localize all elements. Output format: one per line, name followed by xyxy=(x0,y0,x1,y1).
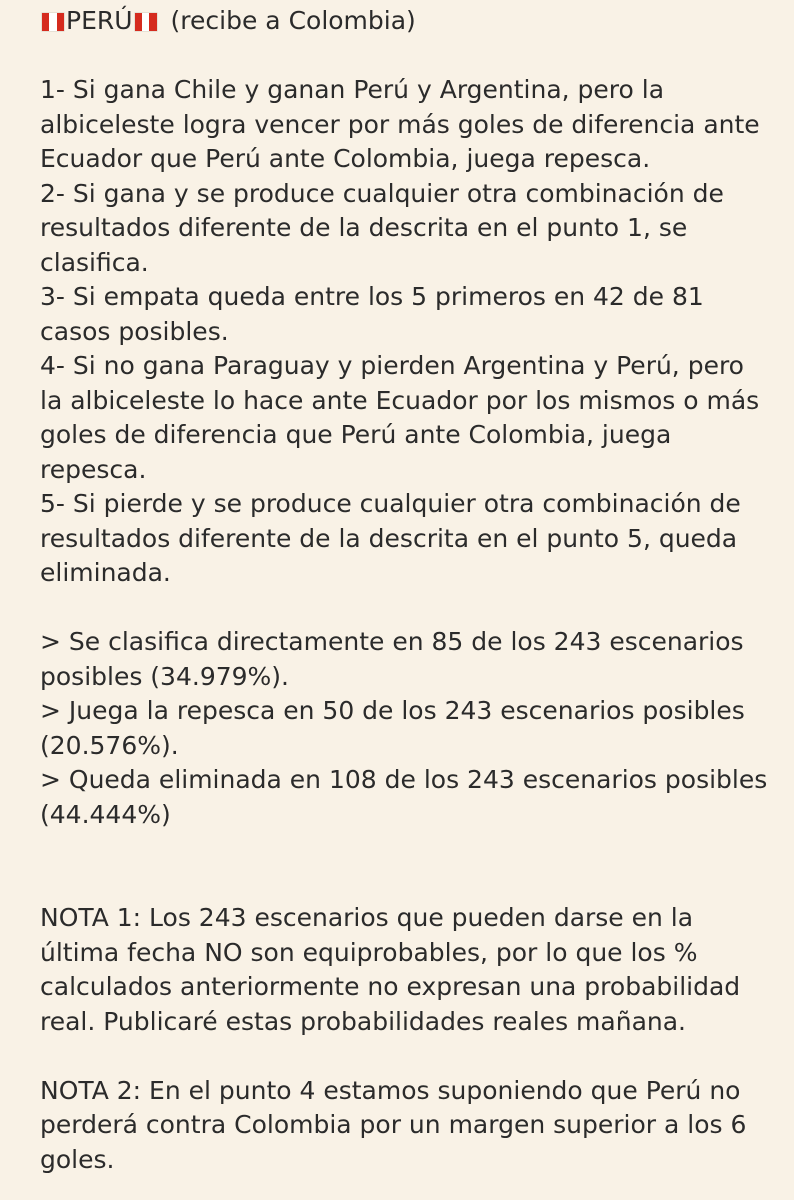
note-1-line-1: NOTA 1: Los 243 escenarios que pueden darse en la xyxy=(40,903,694,932)
scenario-4-line-2: la albiceleste lo hace ante Ecuador por los mismos o más xyxy=(40,385,760,415)
scenario-2-line-2: resultados diferente de la descrita en el punto 1, se xyxy=(40,213,688,242)
scenario-4-line-1: 4- Si no gana Paraguay y pierden Argentina y Perú, pero xyxy=(40,351,744,380)
scenario-3 xyxy=(40,280,764,349)
peru-flag-icon xyxy=(42,13,64,31)
title-country: PERÚ xyxy=(66,6,133,35)
summary-3-line-2: (44.444%) xyxy=(40,799,171,829)
scenario-2-line-3: clasifica. xyxy=(40,247,149,277)
blank-line xyxy=(40,591,764,626)
note-1-line-4: real. Publicaré estas probabilidades reales mañana. xyxy=(40,1006,687,1036)
scenario-5-line-2: resultados diferente de la descrita en el punto 5, queda xyxy=(40,523,738,553)
note-1 xyxy=(40,901,764,1039)
summary-1-line-2: posibles (34.979%). xyxy=(40,661,289,691)
scenario-4-line-3: goles de diferencia que Perú ante Colombia, juega xyxy=(40,420,672,449)
scenario-1-line-2: albiceleste logra vencer por más goles de diferencia ante xyxy=(40,109,760,139)
note-2-line-2: perderá contra Colombia por un margen superior a los 6 xyxy=(40,1110,747,1139)
note-2 xyxy=(40,1074,764,1178)
scenario-4-line-4: repesca. xyxy=(40,454,147,484)
peru-flag-icon xyxy=(135,13,157,31)
summary-1-line-1: > Se clasifica directamente en 85 de los 243 escenarios xyxy=(40,627,744,656)
scenario-2-line-1: 2- Si gana y se produce cualquier otra combinación de xyxy=(40,178,724,208)
scenario-1-line-3: Ecuador que Perú ante Colombia, juega repesca. xyxy=(40,144,651,173)
summary-eliminated xyxy=(40,763,768,832)
summary-3-line-1: > Queda eliminada en 108 de los 243 escenarios posibles xyxy=(40,765,768,794)
summary-playoff xyxy=(40,694,764,763)
scenario-5-line-1: 5- Si pierde y se produce cualquier otra combinación de xyxy=(40,489,741,518)
scenario-2 xyxy=(40,177,764,281)
note-1-line-3: calculados anteriormente no expresan una probabilidad xyxy=(40,972,741,1001)
summary-list xyxy=(40,625,768,832)
note-1-line-2: última fecha NO son equiprobables, por lo que los % xyxy=(40,937,698,967)
blank-line xyxy=(40,39,764,74)
note-2-line-3: goles. xyxy=(40,1144,115,1174)
blank-line xyxy=(40,1039,764,1074)
scenario-4 xyxy=(40,349,764,487)
title-subtitle: (recibe a Colombia) xyxy=(170,6,416,35)
scenario-1 xyxy=(40,73,764,177)
scenario-1-line-1: 1- Si gana Chile y ganan Perú y Argentina, pero la xyxy=(40,75,665,104)
summary-2-line-2: (20.576%). xyxy=(40,730,179,760)
scenario-3-line-1: 3- Si empata queda entre los 5 primeros en 42 de 81 xyxy=(40,282,704,311)
scenario-5-line-3: eliminada. xyxy=(40,558,171,587)
summary-2-line-1: > Juega la repesca en 50 de los 243 escenarios posibles xyxy=(40,696,745,725)
note-2-line-1: NOTA 2: En el punto 4 estamos suponiendo que Perú no xyxy=(40,1075,741,1105)
summary-classified xyxy=(40,625,764,694)
title-line xyxy=(40,4,764,39)
scenario-list xyxy=(40,73,764,591)
scenario-5 xyxy=(40,487,764,591)
blank-line xyxy=(40,867,764,902)
scenario-3-line-2: casos posibles. xyxy=(40,316,229,346)
blank-line xyxy=(40,832,764,867)
